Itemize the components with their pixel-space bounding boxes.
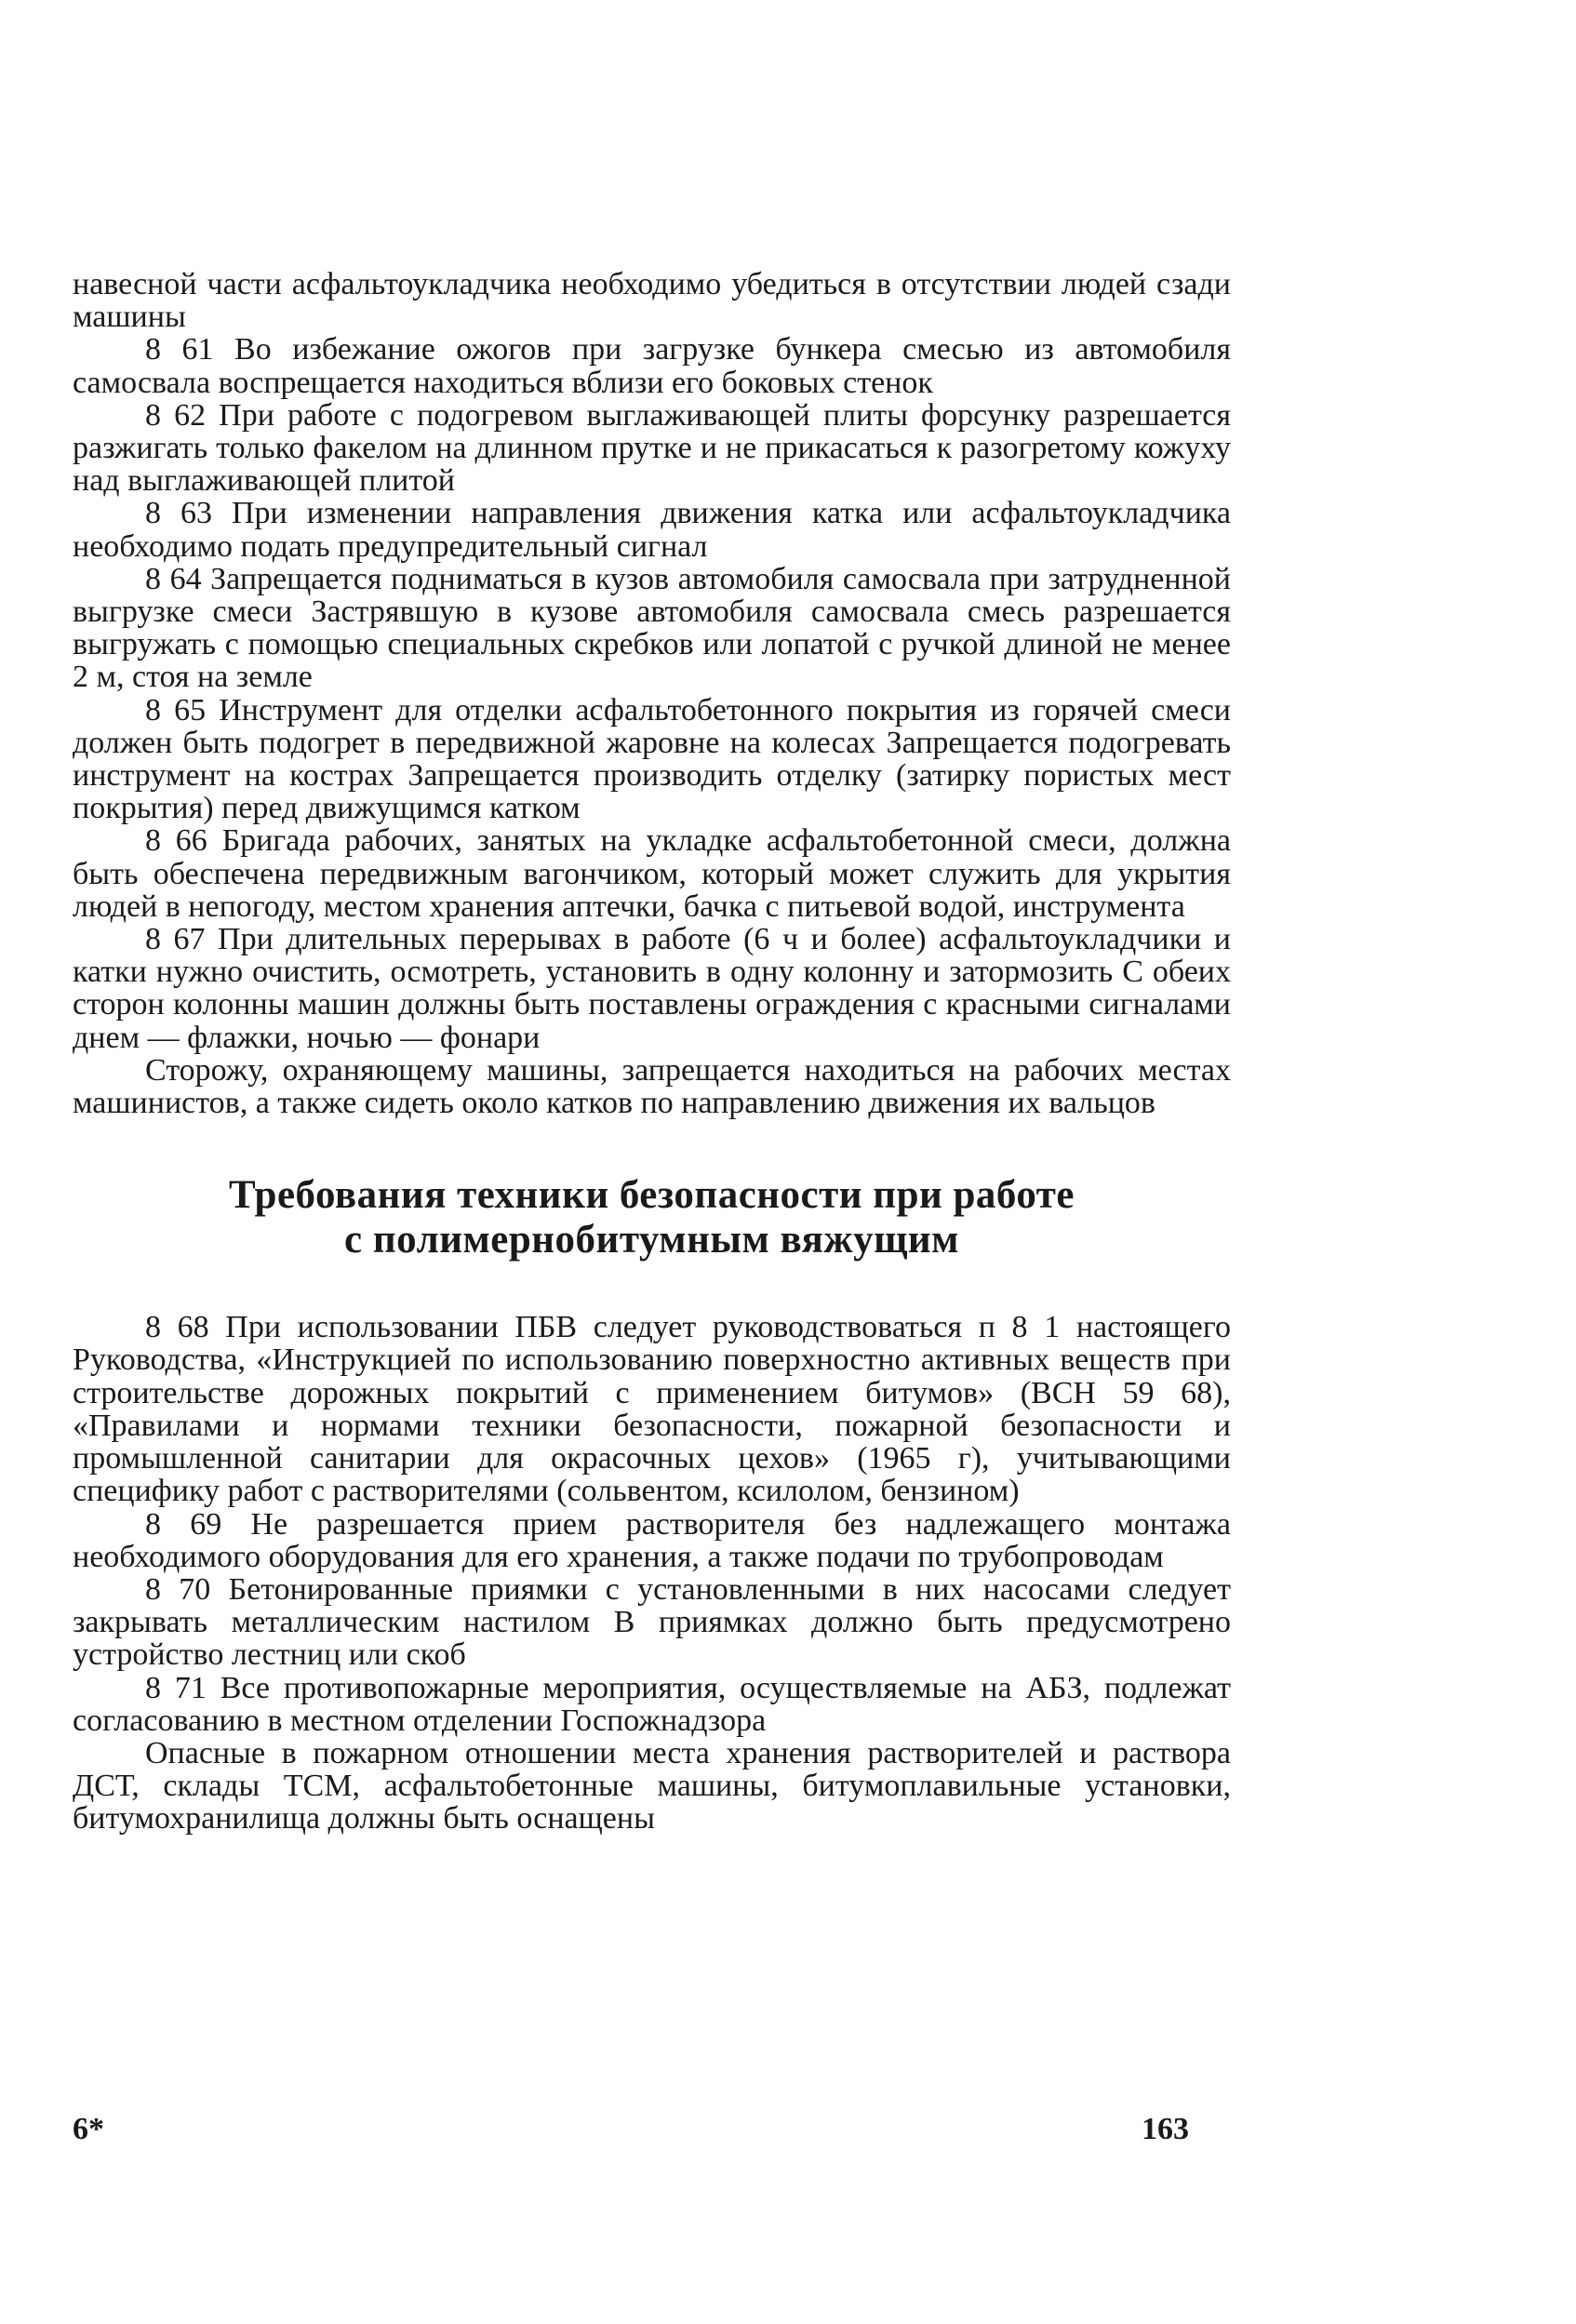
paragraph-8-63: 8 63 При изменении направления движения катка или асфальтоукладчика необходимо подать предупредительный сигнал [73, 496, 1231, 564]
signature-mark: 6* [73, 2112, 104, 2146]
paragraph-watchman: Сторожу, охраняющему машины, запрещается находиться на рабочих местах машинистов, а также сидеть около катков по направлению движения их вальцов [73, 1052, 1231, 1121]
paragraph-8-62: 8 62 При работе с подогревом выглаживающей плиты форсунку разрешается разжигать только факелом на длинном прутке и не прикасаться к разогретому кожуху над выглаживающей плитой [73, 397, 1231, 499]
paragraph-8-65: 8 65 Инструмент для отделки асфальтобетонного покрытия из горячей смеси должен быть подогрет в передвижной жаровне на колесах Запрещается подогревать инструмент на кострах Запрещается производить отделку (затирку пористых мест покрытия) перед движущимся катком [73, 692, 1231, 826]
paragraph-fire-hazard: Опасные в пожарном отношении места хранения растворителей и раствора ДСТ, склады ТСМ, асфальтобетонные машины, битумоплавильные установки, битумохранилища должны быть оснащены [73, 1735, 1231, 1836]
text-block-top [73, 268, 1231, 1119]
paragraph-8-70: 8 70 Бетонированные приямки с установленными в них насосами следует закрывать металлическим настилом В приямках должно быть предусмотрено устройство лестниц или скоб [73, 1571, 1231, 1673]
paragraph-8-71: 8 71 Все противопожарные мероприятия, осуществляемые на АБЗ, подлежат согласованию в местном отделении Госпожнадзора [73, 1670, 1231, 1738]
paragraph-8-61: 8 61 Во избежание ожогов при загрузке бункера смесью из автомобиля самосвала воспрещается находиться вблизи его боковых стенок [73, 332, 1231, 400]
paragraph-8-66: 8 66 Бригада рабочих, занятых на укладке асфальтобетонной смеси, должна быть обеспечена передвижным вагончиком, который может служить для укрытия людей в непогоду, местом хранения аптечки, бачка с питьевой водой, инструмента [73, 823, 1231, 924]
section-heading [73, 1173, 1231, 1262]
document-page [73, 268, 1231, 1836]
paragraph-8-64: 8 64 Запрещается подниматься в кузов автомобиля самосвала при затрудненной выгрузке смеси Застрявшую в кузове автомобиля самосвала смесь разрешается выгружать с помощью специальных скребков или лопатой с ручкой длиной не менее 2 м, стоя на земле [73, 561, 1231, 695]
text-block-bottom [73, 1311, 1231, 1835]
page-number: 163 [1142, 2112, 1189, 2146]
paragraph-8-67: 8 67 При длительных перерывах в работе (6 ч и более) асфальтоукладчики и катки нужно очистить, осмотреть, установить в одну колонну и затормозить С обеих сторон колонны машин должны быть поставлены ограждения с красными сигналами днем — флажки, ночью — фонари [73, 922, 1231, 1055]
paragraph-8-68: 8 68 При использовании ПБВ следует руководствоваться п 8 1 настоящего Руководства, «Инструкцией по использованию поверхностно активных веществ при строительстве дорожных покрытий с применением битумов» (ВСН 59 68), «Правилами и нормами техники безопасности, пожарной безопасности и промышленной санитарии для окрасочных цехов» (1965 г), учитывающими специфику работ с растворителями (сольвентом, ксилолом, бензином) [73, 1310, 1231, 1509]
section-heading-line-1: Требования техники безопасности при работе [228, 1173, 1075, 1218]
section-heading-line-2: с полимернобитумным вяжущим [344, 1218, 959, 1262]
paragraph-8-69: 8 69 Не разрешается прием растворителя без надлежащего монтажа необходимого оборудования для его хранения, а также подачи по трубопроводам [73, 1506, 1231, 1574]
page-footer [73, 2112, 1231, 2147]
paragraph: навесной части асфальтоукладчика необходимо убедиться в отсутствии людей сзади машины [73, 267, 1231, 335]
